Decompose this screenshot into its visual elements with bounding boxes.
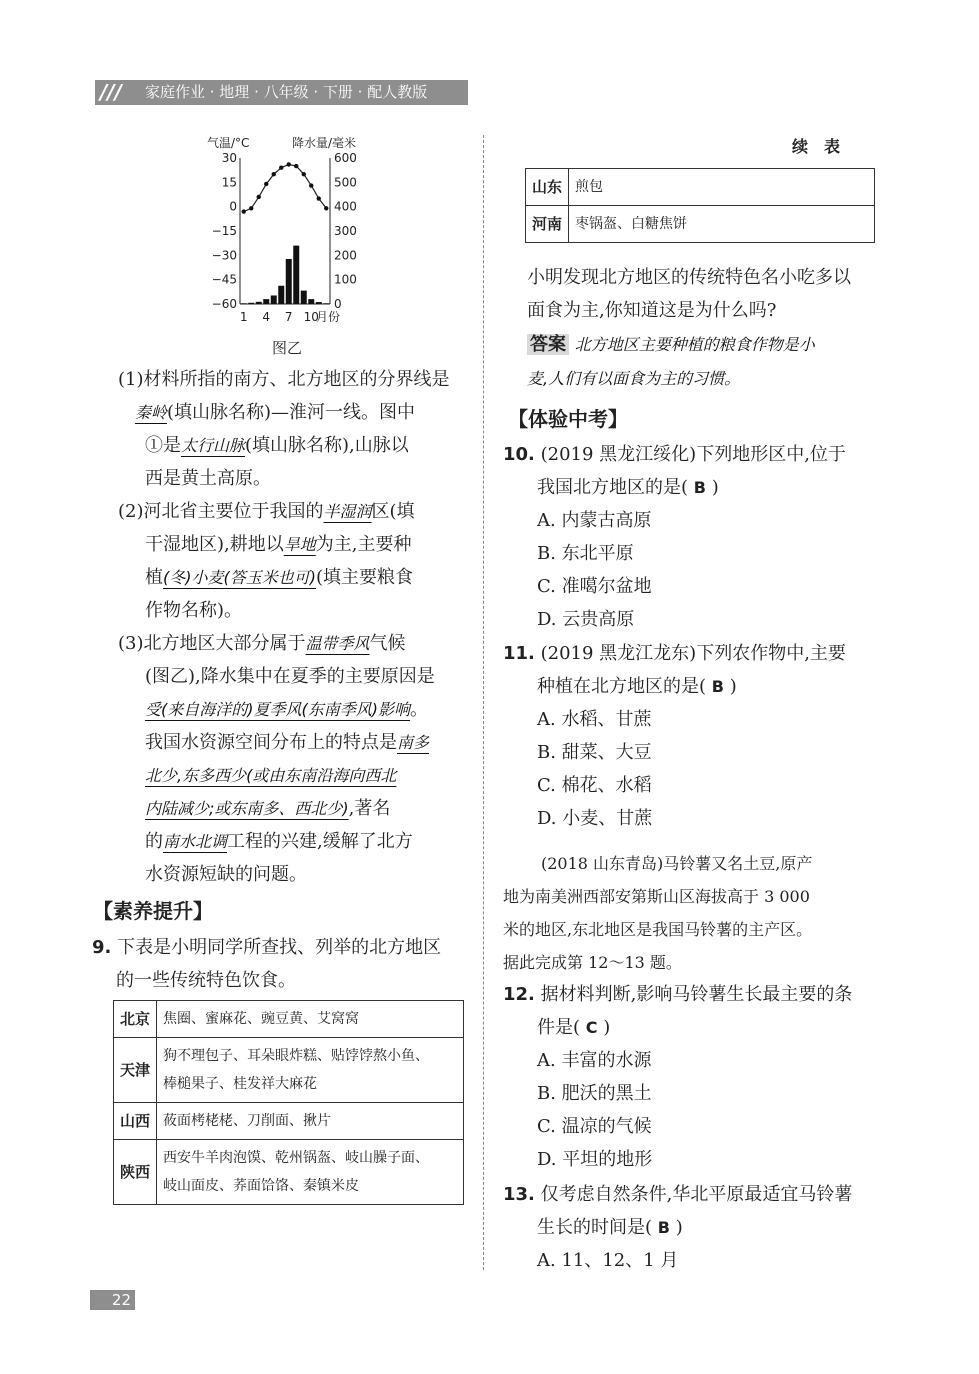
food-table-continued-region: 河南 <box>526 206 569 243</box>
q12-option-b: B. 肥沃的黑土 <box>537 1083 652 1104</box>
chart-y-right-tick: 500 <box>334 175 357 190</box>
q3-answer1: 温带季风 <box>305 634 370 653</box>
food-table-row <box>114 1140 464 1205</box>
q3-answer3c: 内陆减少;或东南多、西北少) <box>145 799 349 818</box>
temperature-point <box>249 206 253 210</box>
chart-x-tick: 4 <box>262 310 271 324</box>
q10-line2: 我国北方地区的是( B ) <box>537 477 719 498</box>
q3-line3: 受(来自海洋的)夏季风(东南季风)影响。 <box>145 699 428 720</box>
q11-option-a: A. 水稻、甘蔗 <box>537 709 652 730</box>
temperature-point <box>279 166 283 170</box>
material-line4: 据此完成第 12～13 题。 <box>503 953 682 972</box>
q3-answer2: 受(来自海洋的)夏季风(东南季风)影响 <box>145 700 410 719</box>
food-table-region: 山西 <box>114 1103 157 1140</box>
q3-answer3a: 南多 <box>397 733 430 752</box>
precipitation-bar <box>323 303 329 304</box>
answer-line2: 麦,人们有以面食为主的习惯。 <box>527 369 741 388</box>
precipitation-bar <box>263 299 269 304</box>
q11-line1: 11. (2019 黑龙江龙东)下列农作物中,主要 <box>503 643 846 664</box>
q3-answer3b: 北少,东多西少(或由东南沿海向西北 <box>145 766 397 785</box>
q3-answer4: 南水北调 <box>163 832 228 851</box>
temperature-point <box>272 172 276 176</box>
q10-option-c: C. 准噶尔盆地 <box>537 576 652 597</box>
chart-y-left-tick: 0 <box>229 199 237 214</box>
q12-choice: C <box>585 1018 598 1037</box>
q10-option-a: A. 内蒙古高原 <box>537 510 652 531</box>
q10-choice: B <box>693 478 706 497</box>
food-table-region: 陕西 <box>114 1140 157 1205</box>
chart-caption: 图乙 <box>272 339 303 357</box>
q13-line1: 13. 仅考虑自然条件,华北平原最适宜马铃薯 <box>503 1184 853 1205</box>
q1-line4: 西是黄土高原。 <box>145 468 271 489</box>
chart-y-right-tick: 0 <box>334 297 342 311</box>
food-table-food-line: 莜面栲栳栳、刀削面、揪片 <box>163 1113 331 1129</box>
temperature-point <box>257 195 261 199</box>
q11-option-b: B. 甜菜、大豆 <box>537 742 652 763</box>
material-line2: 地为南美洲西部安第斯山区海拔高于 3 000 <box>503 887 810 906</box>
q9-line1: 9. 下表是小明同学所查找、列举的北方地区 <box>92 937 442 958</box>
page-number: 22 <box>90 1290 135 1310</box>
temperature-point <box>317 196 321 200</box>
q2-answer1: 半湿润 <box>323 502 372 521</box>
chart-y-right-tick: 600 <box>334 151 357 165</box>
chart-x-tick: 1 <box>239 310 248 324</box>
q11-choice: B <box>711 677 724 696</box>
food-table-row <box>114 1001 464 1038</box>
header-title: 家庭作业 · 地理 · 八年级 · 下册 · 配人教版 <box>145 83 428 101</box>
answer-tag: 答案 <box>527 334 569 355</box>
chart-y-right-label: 降水量/毫米 <box>292 136 357 150</box>
chart-y-right-tick: 100 <box>334 272 357 287</box>
question-line2: 面食为主,你知道这是为什么吗? <box>527 300 777 321</box>
food-table-food-line: 棒槌果子、桂发祥大麻花 <box>163 1076 317 1092</box>
table-continued-label: 续 表 <box>792 137 841 156</box>
temperature-point <box>287 162 291 166</box>
q12-option-d: D. 平坦的地形 <box>537 1149 653 1170</box>
temperature-line <box>244 165 326 212</box>
q3-line6: 内陆减少;或东南多、西北少),著名 <box>145 798 391 819</box>
food-table-row <box>114 1038 464 1103</box>
food-table-continued-row <box>526 169 875 206</box>
q10-option-d: D. 云贵高原 <box>537 609 635 630</box>
q3-line8: 水资源短缺的问题。 <box>145 864 307 885</box>
chart-y-right-tick: 200 <box>334 248 357 263</box>
precipitation-bar <box>256 302 262 304</box>
chart-y-left-tick: −45 <box>211 272 237 287</box>
food-table-food-line: 岐山面皮、荞面饸饹、秦镇米皮 <box>163 1178 359 1194</box>
chart-y-right-tick: 400 <box>334 199 357 214</box>
q12-option-a: A. 丰富的水源 <box>537 1050 652 1071</box>
q3-line7: 的南水北调工程的兴建,缓解了北方 <box>145 831 413 852</box>
food-table-continued <box>525 168 875 243</box>
precipitation-bar <box>308 299 314 304</box>
chart-x-unit: 月份 <box>316 310 341 324</box>
chart-x-tick: 10 <box>303 310 319 324</box>
temperature-point <box>302 172 306 176</box>
q3-line1: (3)北方地区大部分属于温带季风气候 <box>118 633 406 654</box>
temperature-point <box>324 206 328 210</box>
q12-line2: 件是( C ) <box>537 1017 611 1038</box>
q1-line3: ①是太行山脉(填山脉名称),山脉以 <box>145 435 409 456</box>
q1-line1: (1)材料所指的南方、北方地区的分界线是 <box>118 369 450 390</box>
precipitation-bar <box>241 303 247 304</box>
q10-option-b: B. 东北平原 <box>537 543 634 564</box>
material-line1: (2018 山东青岛)马铃薯又名土豆,原产 <box>541 854 813 873</box>
food-table-foods <box>157 1001 464 1038</box>
q12-line1: 12. 据材料判断,影响马铃薯生长最主要的条 <box>503 984 853 1005</box>
food-table-region: 北京 <box>114 1001 157 1038</box>
food-table <box>113 1000 464 1205</box>
food-table-continued-foods <box>569 206 875 243</box>
q13-line2: 生长的时间是( B ) <box>537 1217 683 1238</box>
section-heading-exam: 【体验中考】 <box>508 407 628 431</box>
temperature-point <box>242 209 246 213</box>
section-heading-literacy: 【素养提升】 <box>93 899 213 923</box>
chart-y-left-tick: 15 <box>221 175 237 190</box>
q3-line2: (图乙),降水集中在夏季的主要原因是 <box>145 666 435 687</box>
precipitation-bar <box>248 303 254 304</box>
temperature-point <box>309 183 313 187</box>
q12-option-c: C. 温凉的气候 <box>537 1116 652 1137</box>
q1-line2: 秦岭(填山脉名称)—淮河一线。图中 <box>135 402 416 423</box>
food-table-continued-food-line: 煎包 <box>575 179 603 195</box>
food-table-foods <box>157 1038 464 1103</box>
q9-line2: 的一些传统特色饮食。 <box>116 970 296 991</box>
q3-line5 <box>145 759 396 792</box>
precipitation-bar <box>316 302 322 304</box>
q2-line2: 干湿地区),耕地以旱地为主,主要种 <box>145 534 412 555</box>
food-table-continued-row <box>526 206 875 243</box>
precipitation-bar <box>293 246 299 304</box>
q13-option-a: A. 11、12、1 月 <box>537 1250 679 1271</box>
precipitation-bar <box>271 295 277 304</box>
q1-answer2: 太行山脉 <box>181 436 246 455</box>
precipitation-bar <box>278 286 284 304</box>
food-table-continued-food-line: 枣锅盔、白糖焦饼 <box>575 216 687 232</box>
chart-y-left-tick: 30 <box>221 151 237 165</box>
q11-option-d: D. 小麦、甘蔗 <box>537 808 653 829</box>
food-table-food-line: 狗不理包子、耳朵眼炸糕、贴饽饽熬小鱼、 <box>163 1048 429 1064</box>
chart-y-right-tick: 300 <box>334 224 357 238</box>
precipitation-bar <box>301 291 307 304</box>
food-table-foods <box>157 1140 464 1205</box>
q10-line1: 10. (2019 黑龙江绥化)下列地形区中,位于 <box>503 444 846 465</box>
temperature-point <box>294 164 298 168</box>
chart-x-tick: 7 <box>284 310 293 324</box>
question-line1: 小明发现北方地区的传统特色名小吃多以 <box>527 267 851 288</box>
q2-line1: (2)河北省主要位于我国的半湿润区(填 <box>118 501 415 522</box>
precipitation-bar <box>286 259 292 304</box>
chart-y-left-tick: −30 <box>211 248 237 263</box>
column-divider <box>483 135 484 1270</box>
q11-line2: 种植在北方地区的是( B ) <box>537 676 737 697</box>
food-table-continued-foods <box>569 169 875 206</box>
chart-y-left-label: 气温/°C <box>207 136 250 150</box>
q2-line3: 植(冬)小麦(答玉米也可)(填主要粮食 <box>145 567 414 588</box>
material-line3: 米的地区,东北地区是我国马铃薯的主产区。 <box>503 920 813 939</box>
q1-answer1: 秦岭 <box>135 403 168 422</box>
q11-option-c: C. 棉花、水稻 <box>537 775 652 796</box>
q13-choice: B <box>657 1218 670 1237</box>
food-table-row <box>114 1103 464 1140</box>
chart-y-left-tick: −60 <box>211 297 237 311</box>
header-slash-mark: /// <box>100 80 122 104</box>
temperature-point <box>264 182 268 186</box>
climate-chart <box>195 133 385 328</box>
q2-line4: 作物名称)。 <box>145 600 243 621</box>
q2-answer2: 旱地 <box>283 535 316 554</box>
food-table-continued-region: 山东 <box>526 169 569 206</box>
q3-line4: 我国水资源空间分布上的特点是南多 <box>145 732 430 753</box>
food-table-foods <box>157 1103 464 1140</box>
food-table-food-line: 西安牛羊肉泡馍、乾州锅盔、岐山臊子面、 <box>163 1150 429 1166</box>
food-table-region: 天津 <box>114 1038 157 1103</box>
q2-answer3: (冬)小麦(答玉米也可) <box>163 568 316 587</box>
chart-y-left-tick: −15 <box>211 224 237 238</box>
food-table-food-line: 焦圈、蜜麻花、豌豆黄、艾窝窝 <box>163 1011 359 1027</box>
answer-line1: 答案 北方地区主要种植的粮食作物是小 <box>527 328 815 361</box>
